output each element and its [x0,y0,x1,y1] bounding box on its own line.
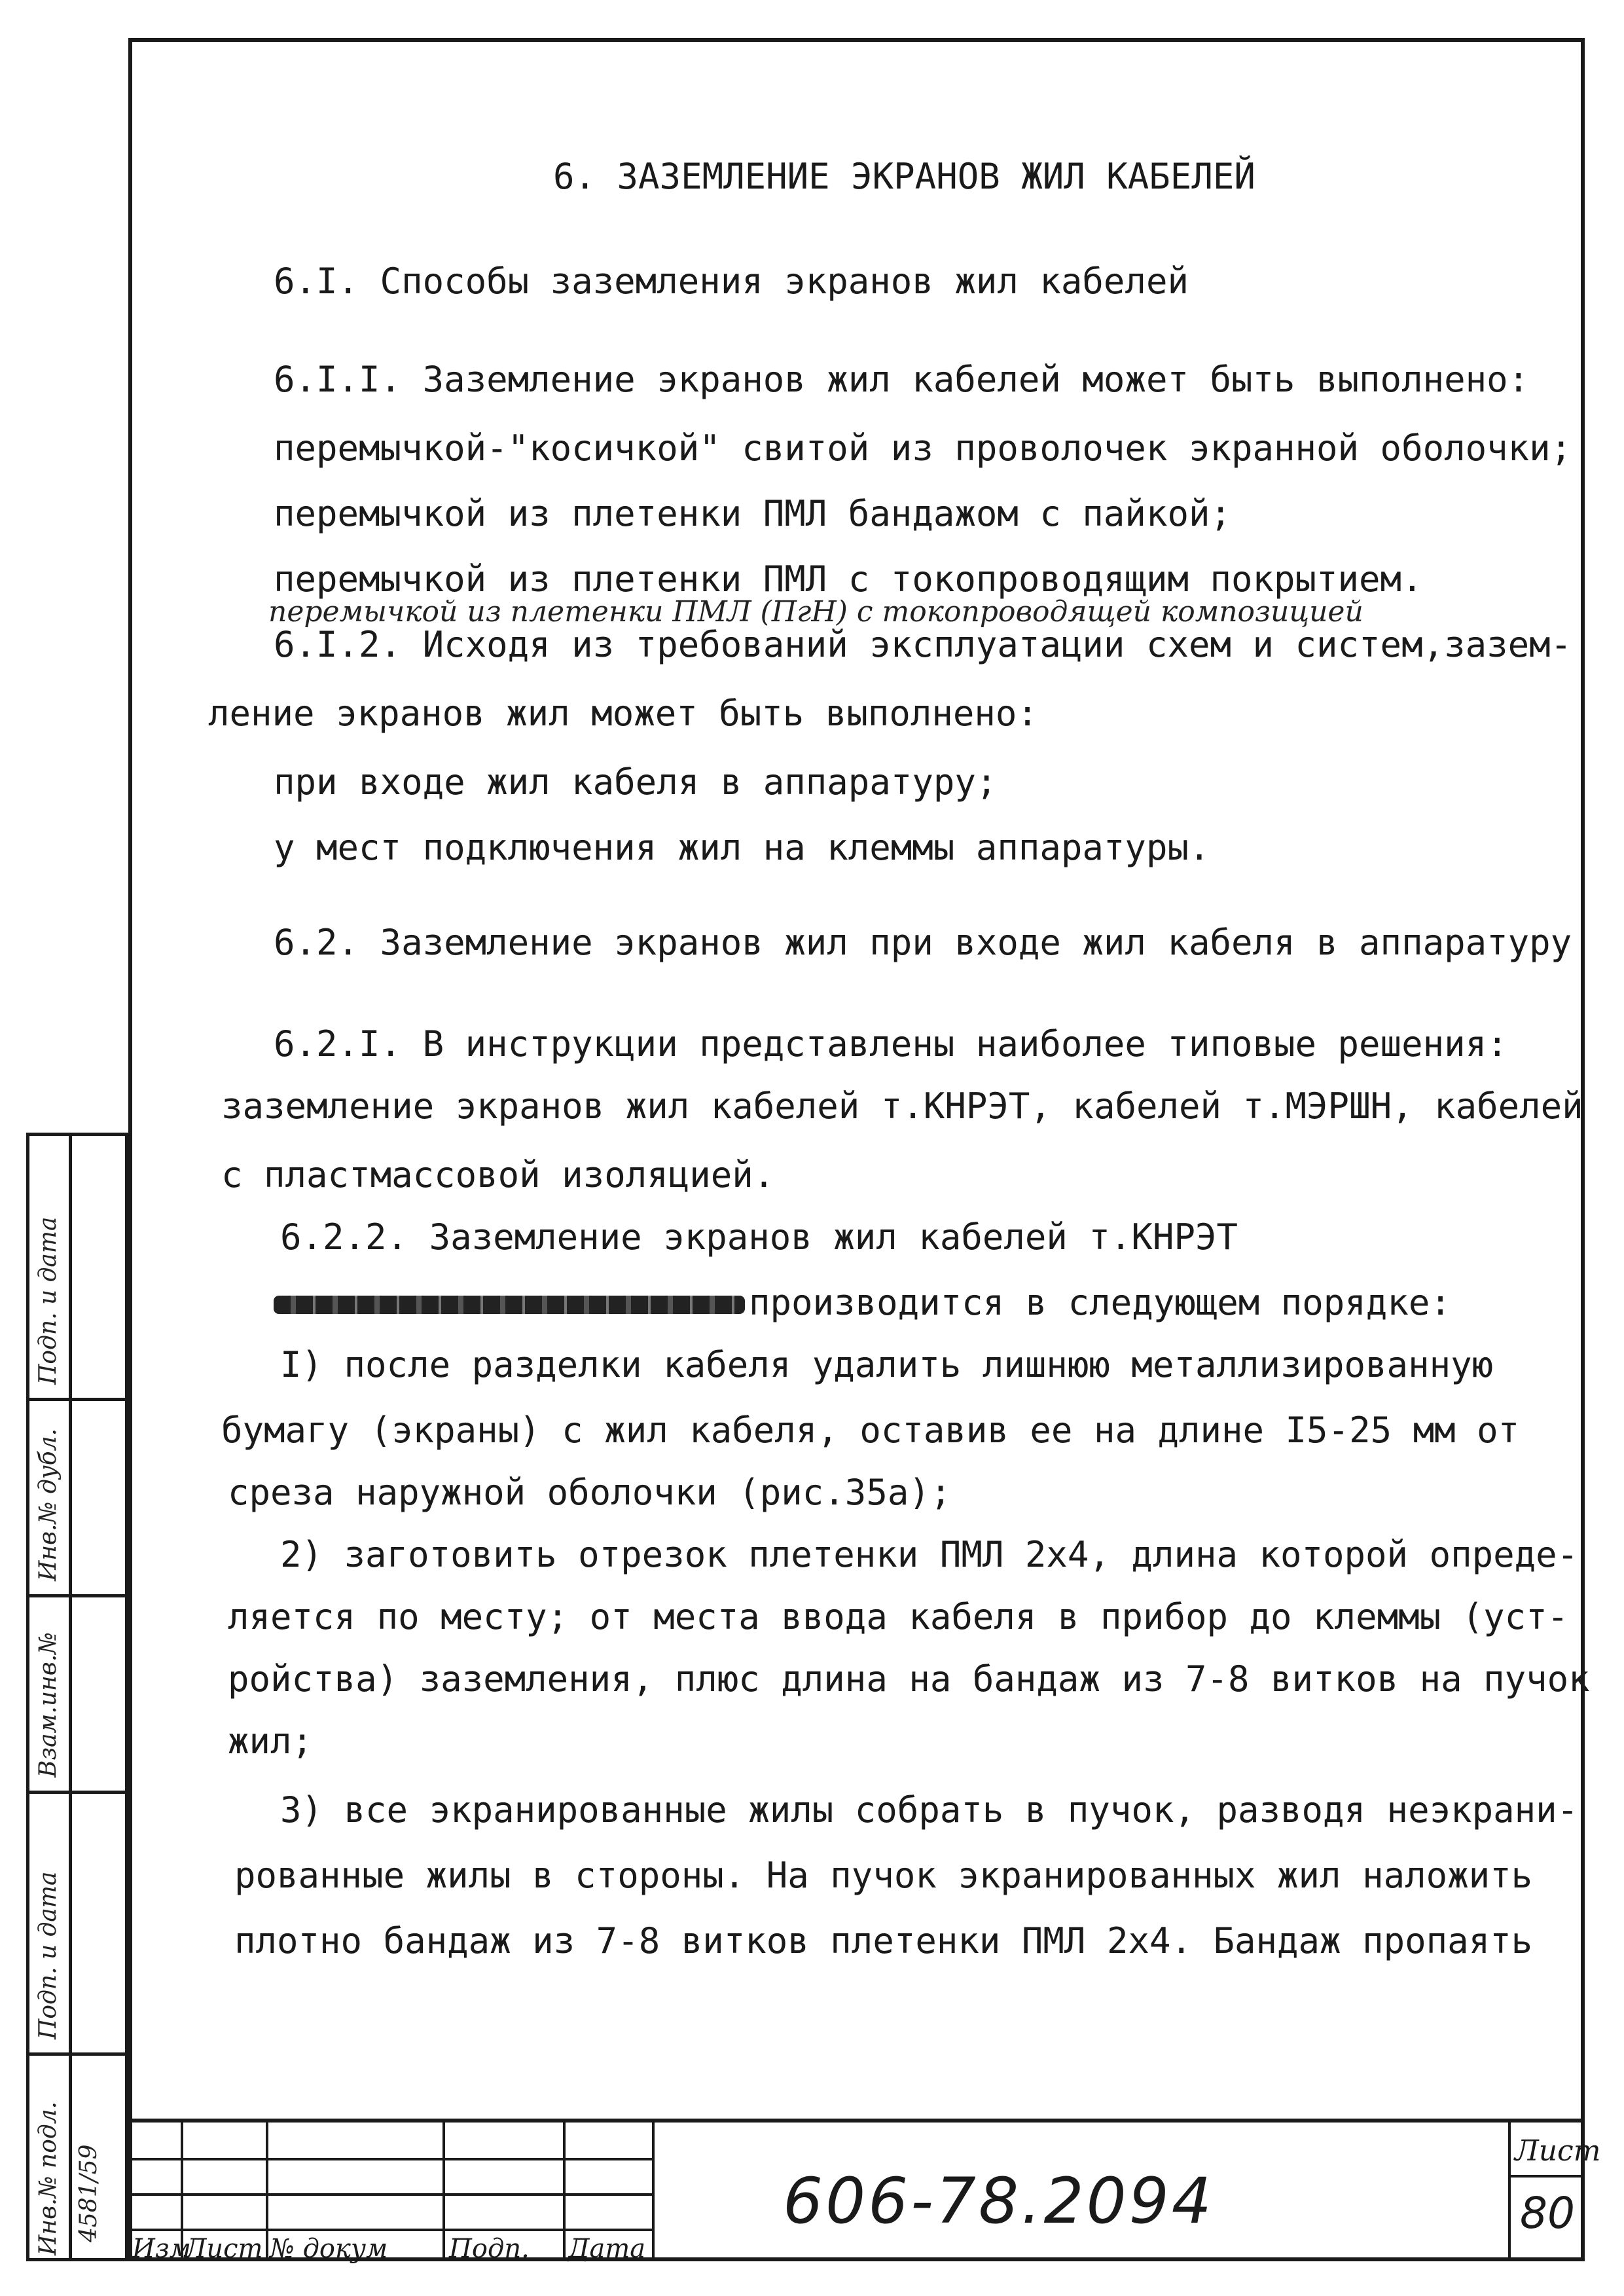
tb-line [266,2123,268,2261]
step-2: 2) заготовить отрезок плетенки ПМЛ 2х4, длина которой опреде- [280,1534,1579,1575]
text-line: ляется по месту; от места ввода кабеля в прибор до клеммы (уст- [228,1596,1569,1637]
text-line: бумагу (экраны) с жил кабеля, оставив ее на длине I5-25 мм от [221,1410,1520,1451]
stamp-divider [69,1136,72,2258]
stamp-divider [29,1398,125,1401]
sheet-label: Лист [1515,2134,1601,2168]
text-line: заземление экранов жил кабелей т.КНРЭТ, кабелей т.МЭРШН, кабелей [221,1085,1583,1127]
text-line: жил; [228,1721,314,1762]
stamp-label: Подп. и дата [35,1216,62,1385]
tb-line [128,2229,652,2231]
title-block [128,2119,1601,2264]
handwritten-insert: перемычкой из плетенки ПМЛ (ПгН) с токопроводящей композицией [268,595,1363,629]
subsection-6-2: 6.2. Заземление экранов жил при входе жил кабеля в аппаратуру [274,922,1572,963]
paragraph-6-2-2: 6.2.2. Заземление экранов жил кабелей т.КНРЭТ [280,1216,1238,1258]
tb-line [1508,2123,1511,2261]
tb-line [563,2123,566,2261]
text-line: с пластмассовой изоляцией. [221,1154,775,1195]
step-1: I) после разделки кабеля удалить лишнюю металлизированную [280,1344,1494,1385]
paragraph-6-1-2: 6.I.2. Исходя из требований эксплуатации схем и систем,зазем- [274,624,1572,665]
paragraph-6-2-1: 6.2.I. В инструкции представлены наиболее типовые решения: [274,1023,1508,1065]
text-line: при входе жил кабеля в аппаратуру; [274,761,998,803]
text-line-with-strikeout: производится в следующем порядке: [274,1283,1451,1322]
stamp-divider [29,1594,125,1597]
text-line: у мест подключения жил на клеммы аппаратуры. [274,827,1210,868]
text-line: перемычкой из плетенки ПМЛ с токопроводящим покрытием. [274,558,1423,600]
text-line: перемычкой из плетенки ПМЛ бандажом с пайкой; [274,493,1231,534]
stamp-divider [29,2052,125,2056]
stamp-label: Подп. и дата [35,1871,62,2039]
document-code: 606-78.2094 [783,2164,1214,2238]
text-line: среза наружной оболочки (рис.35а); [228,1472,952,1513]
column-sheet: Лист [185,2234,263,2264]
paragraph-6-1-1: 6.I.I. Заземление экранов жил кабелей может быть выполнено: [274,359,1530,400]
text-line: ройства) заземления, плюс длина на бандаж из 7-8 витков на пучок [228,1658,1590,1700]
margin-stamp [26,1133,128,2261]
tb-line [442,2123,445,2261]
step-3: 3) все экранированные жилы собрать в пучок, разводя неэкрани- [280,1789,1579,1831]
column-doc-no: № докум [270,2234,388,2264]
tb-line [128,2193,652,2196]
stamp-divider [29,1791,125,1794]
tb-line [128,2123,131,2261]
text-line: плотно бандаж из 7-8 витков плетенки ПМЛ 2х4. Бандаж пропаять [234,1920,1533,1961]
text-line: рованные жилы в стороны. На пучок экранированных жил наложить [234,1855,1533,1896]
text-line: ление экранов жил может быть выполнено: [208,693,1038,734]
tb-line [652,2123,655,2261]
sheet-number: 80 [1520,2188,1575,2238]
column-date: Дата [568,2234,646,2264]
stamp-label: Инв.№ дубл. [35,1428,62,1581]
column-rev: Изм [132,2234,191,2264]
stamp-label: Инв.№ подл. [35,2101,62,2255]
stamp-label: Взам.инв.№ [35,1631,62,1777]
text-line: перемычкой-"косичкой" свитой из проволочек экранной оболочки; [274,428,1572,469]
tb-line [128,2158,652,2160]
inventory-number: 4581/59 [75,2144,102,2242]
struck-out-text [274,1296,745,1314]
tb-line [1508,2175,1585,2178]
column-signature: Подп. [449,2234,530,2264]
section-heading: 6. ЗАЗЕМЛЕНИЕ ЭКРАНОВ ЖИЛ КАБЕЛЕЙ [553,156,1255,197]
subsection-6-1: 6.I. Способы заземления экранов жил кабелей [274,261,1189,302]
